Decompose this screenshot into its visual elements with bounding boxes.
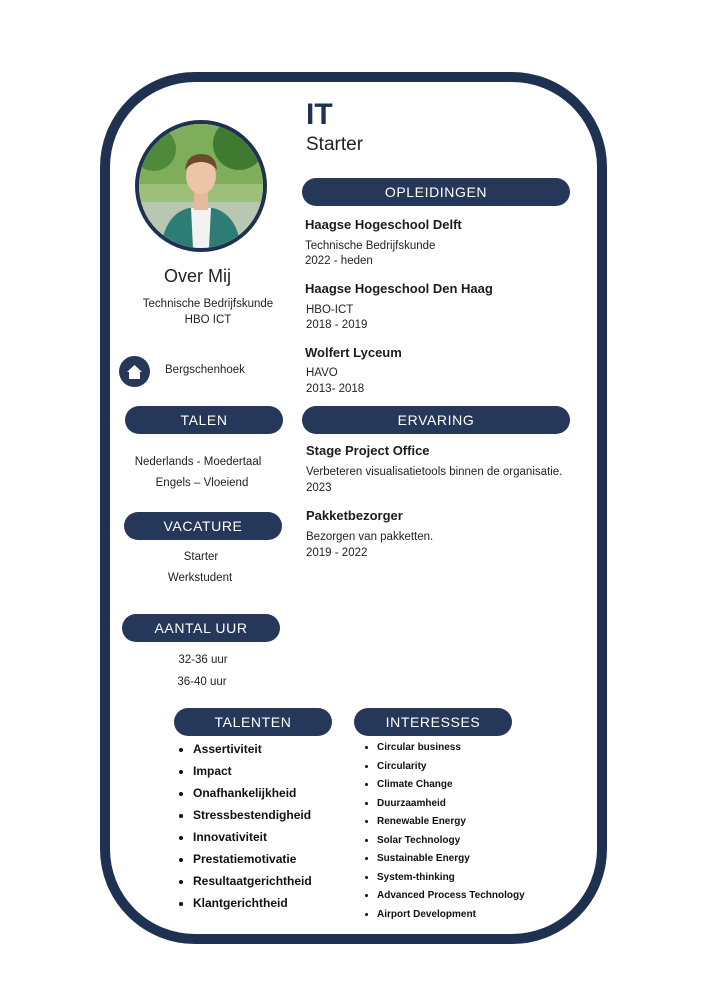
experience-description: Bezorgen van pakketten. [306, 531, 434, 543]
interest-item: • Advanced Process Technology [377, 887, 525, 906]
language-item: Engels – Vloeiend [155, 477, 249, 489]
hours-item: 36-40 uur [177, 676, 227, 688]
resume-title: IT [306, 98, 333, 131]
interests-list [359, 739, 525, 924]
profile-photo-illustration [139, 124, 263, 248]
about-heading: Over Mij [164, 266, 231, 286]
profile-photo [135, 120, 267, 252]
talent-item: • Klantgerichtheid [193, 892, 312, 914]
languages-heading: TALEN [125, 406, 283, 434]
vacancy-heading: VACATURE [124, 512, 282, 540]
interests-heading: INTERESSES [354, 708, 512, 736]
resume-subtitle: Starter [306, 134, 364, 155]
education-heading: OPLEIDINGEN [302, 178, 570, 206]
language-item: Nederlands - Moedertaal [134, 456, 262, 468]
vacancy-item: Starter [183, 551, 219, 563]
education-school: Haagse Hogeschool Den Haag [305, 281, 493, 296]
home-icon [119, 356, 150, 387]
talent-item: • Innovativiteit [193, 826, 312, 848]
experience-role: Pakketbezorger [306, 508, 403, 523]
talents-list [175, 738, 312, 914]
education-program: HAVO [306, 367, 338, 379]
location-text: Bergschenhoek [165, 364, 245, 376]
education-school: Haagse Hogeschool Delft [305, 217, 462, 232]
vacancy-item: Werkstudent [167, 572, 233, 584]
experience-heading: ERVARING [302, 406, 570, 434]
experience-period: 2019 - 2022 [306, 547, 368, 559]
education-program: HBO-ICT [306, 304, 354, 316]
education-program: Technische Bedrijfskunde [305, 240, 436, 252]
experience-description: Verbeteren visualisatietools binnen de organisatie. [306, 466, 563, 478]
interest-item: • Airport Development [377, 906, 525, 925]
talents-heading: TALENTEN [174, 708, 332, 736]
talent-item: • Stressbestendigheid [193, 804, 312, 826]
about-line-2: HBO ICT [184, 314, 232, 326]
hours-item: 32-36 uur [178, 654, 228, 666]
experience-role: Stage Project Office [306, 443, 430, 458]
talent-item: • Assertiviteit [193, 738, 312, 760]
interest-item: • Duurzaamheid [377, 795, 525, 814]
interest-item: • Sustainable Energy [377, 850, 525, 869]
talent-item: • Impact [193, 760, 312, 782]
interest-item: • Renewable Energy [377, 813, 525, 832]
talent-item: • Prestatiemotivatie [193, 848, 312, 870]
education-school: Wolfert Lyceum [305, 345, 402, 360]
interest-item: • Solar Technology [377, 832, 525, 851]
education-period: 2018 - 2019 [306, 319, 368, 331]
education-period: 2022 - heden [305, 255, 373, 267]
education-period: 2013- 2018 [306, 383, 365, 395]
talent-item: • Resultaatgerichtheid [193, 870, 312, 892]
interest-item: • Circular business [377, 739, 525, 758]
interest-item: • Circularity [377, 758, 525, 777]
hours-heading: AANTAL UUR [122, 614, 280, 642]
interest-item: • System-thinking [377, 869, 525, 888]
about-line-1: Technische Bedrijfskunde [142, 298, 274, 310]
experience-period: 2023 [306, 482, 332, 494]
interest-item: • Climate Change [377, 776, 525, 795]
talent-item: • Onafhankelijkheid [193, 782, 312, 804]
